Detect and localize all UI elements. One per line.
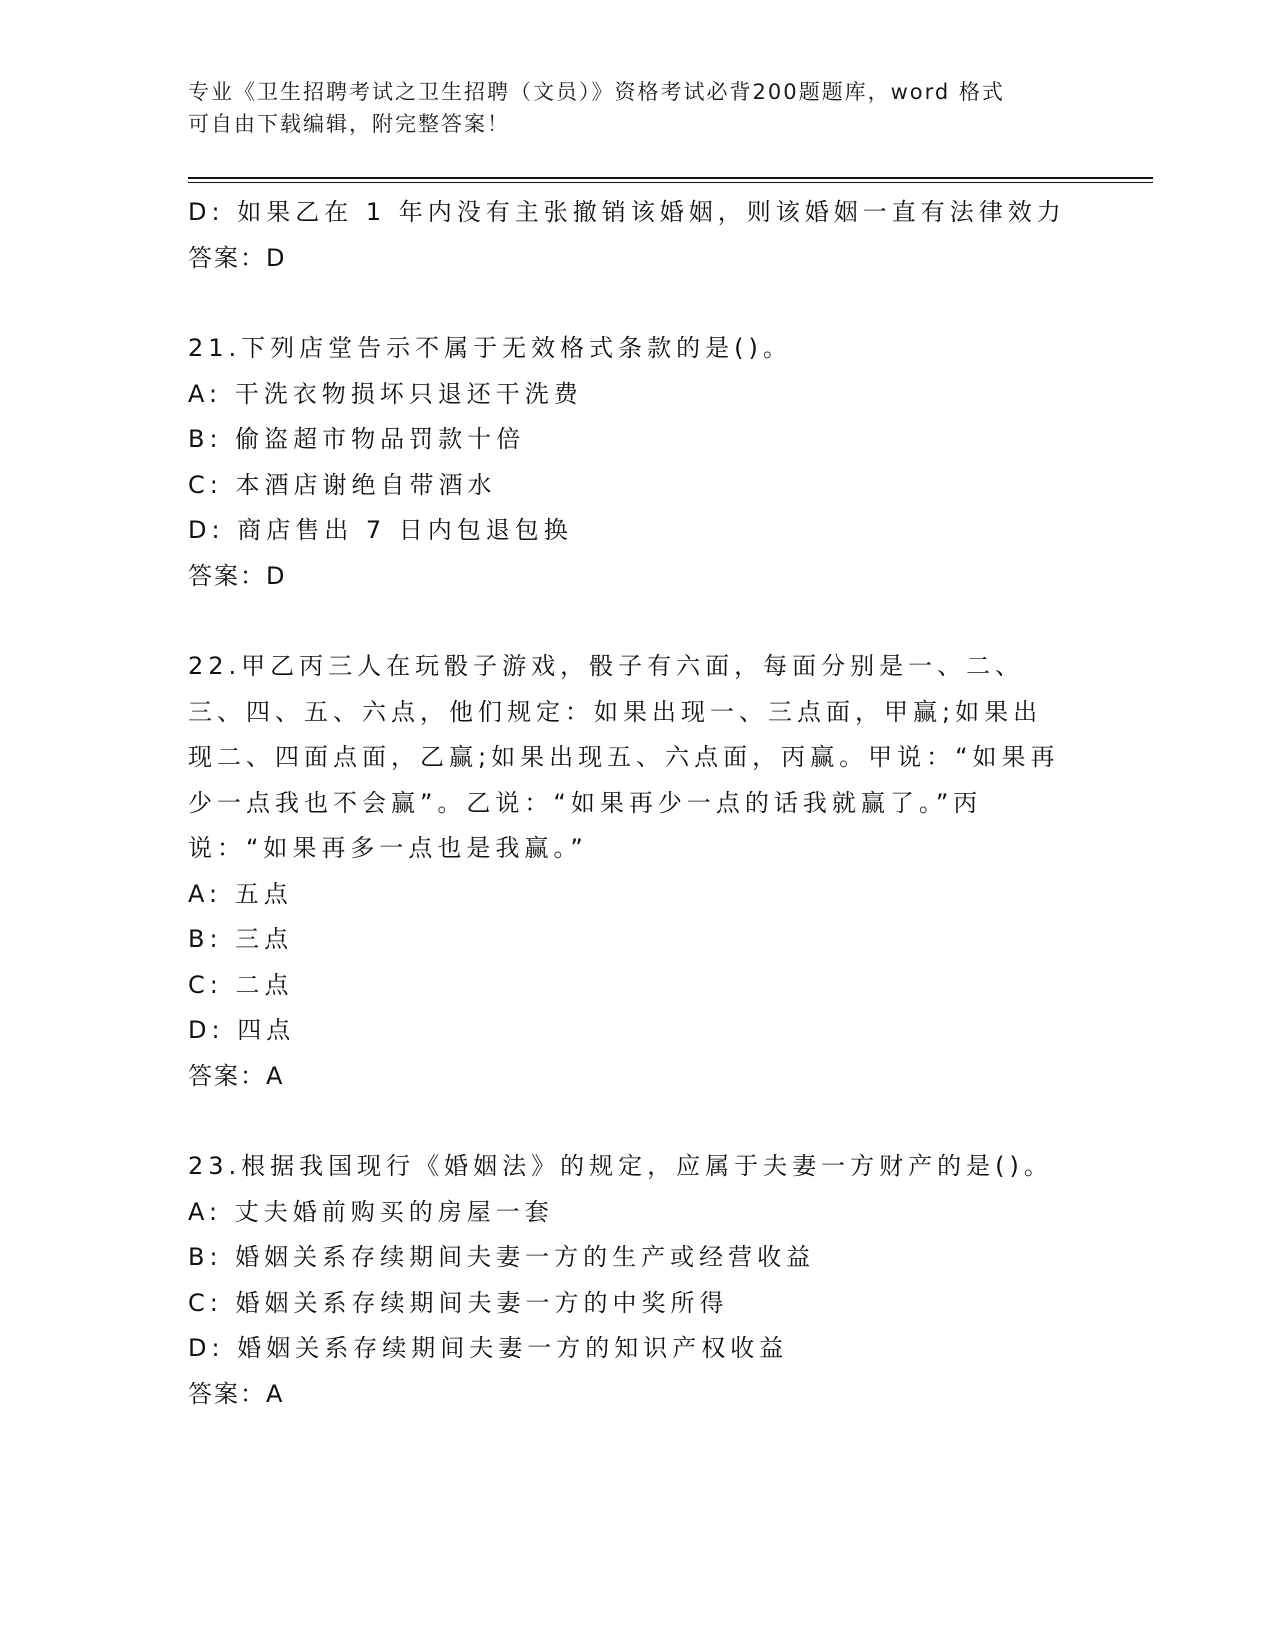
question-gap (188, 281, 1088, 326)
option-d: D: 婚姻关系存续期间夫妻一方的知识产权收益 (188, 1334, 789, 1362)
question-21 (188, 326, 1088, 599)
option-a: A: 丈夫婚前购买的房屋一套 (188, 1197, 554, 1226)
question-22 (188, 644, 1088, 1099)
page-header (188, 76, 1088, 140)
question-stem: 23.根据我国现行《婚姻法》的规定，应属于夫妻一方财产的是()。 (188, 1152, 1053, 1180)
answer-value: D (266, 561, 287, 590)
answer-label: 答案： (188, 561, 266, 590)
option-c: C: 本酒店谢绝自带酒水 (188, 470, 497, 499)
question-stem: 21.下列店堂告示不属于无效格式条款的是()。 (188, 334, 792, 362)
answer-value: A (266, 1061, 285, 1090)
option-a: A: 干洗衣物损坏只退还干洗费 (188, 379, 583, 408)
answer-label: 答案： (188, 1379, 266, 1408)
header-title-line-1: 专业《卫生招聘考试之卫生招聘（文员）》资格考试必背200题题库，word 格式 (188, 80, 1005, 104)
answer-line (188, 554, 1088, 600)
question-content (188, 190, 1088, 1417)
question-fragment (188, 190, 1088, 281)
option-d: D: 商店售出 7 日内包退包换 (188, 516, 573, 544)
question-stem: 22.甲乙丙三人在玩骰子游戏，骰子有六面，每面分别是一、二、三、四、五、六点，他们规定：如果出现一、三点面，甲赢;如果出现二、四面点面，乙赢;如果出现五、六点面，丙赢。甲说：“如果再少一点我也不会赢”。乙说：“如果再少一点的话我就赢了。”丙说：“如果再多一点也是我赢。” (188, 652, 1060, 862)
option-d: D: 四点 (188, 1016, 296, 1044)
answer-label: 答案： (188, 1061, 266, 1090)
header-divider-thin (188, 182, 1153, 183)
question-gap (188, 1099, 1088, 1144)
header-divider-thick (188, 177, 1153, 179)
question-23 (188, 1144, 1088, 1417)
option-b: B: 三点 (188, 925, 294, 953)
option-d: D: 如果乙在 1 年内没有主张撤销该婚姻，则该婚姻一直有法律效力 (188, 198, 1066, 226)
answer-value: A (266, 1379, 285, 1408)
question-gap (188, 599, 1088, 644)
answer-line (188, 1372, 1088, 1418)
header-title-line-2: 可自由下载编辑，附完整答案！ (188, 112, 510, 136)
answer-label: 答案： (188, 243, 266, 272)
option-b: B: 婚姻关系存续期间夫妻一方的生产或经营收益 (188, 1243, 816, 1271)
answer-line (188, 1054, 1088, 1100)
option-a: A: 五点 (188, 879, 293, 908)
option-c: C: 二点 (188, 970, 294, 999)
option-b: B: 偷盗超市物品罚款十倍 (188, 425, 526, 453)
option-c: C: 婚姻关系存续期间夫妻一方的中奖所得 (188, 1288, 729, 1317)
answer-value: D (266, 243, 287, 272)
answer-line (188, 236, 1088, 282)
